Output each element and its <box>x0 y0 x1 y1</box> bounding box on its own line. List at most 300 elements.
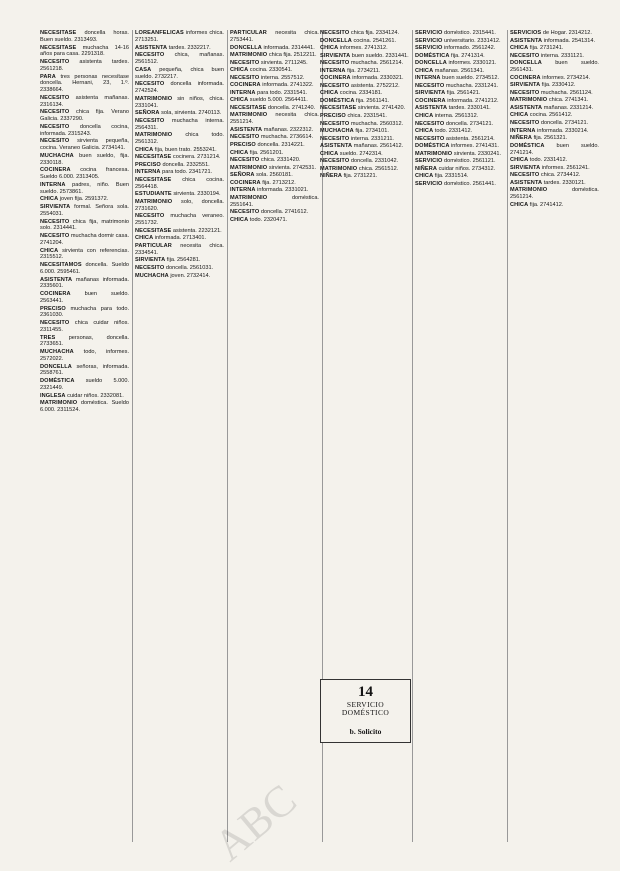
ad-heading: NECESITO <box>320 82 350 89</box>
classified-ad <box>40 124 129 138</box>
classified-ad <box>135 154 224 161</box>
ad-heading: MATRIMONIO <box>510 187 548 194</box>
ad-heading: MATRIMONIO <box>135 95 173 102</box>
ad-heading: PRECISO <box>40 305 66 312</box>
ad-heading: CHICA <box>320 90 339 97</box>
classified-ad <box>510 172 599 179</box>
ad-text: sin niños, chica. 2331041. <box>135 95 224 109</box>
classified-ad <box>135 243 224 257</box>
ad-column-6 <box>510 30 599 842</box>
ad-heading: PARA <box>40 73 56 80</box>
ad-heading: SIRVIENTA <box>510 164 541 171</box>
ad-heading: CHICA <box>230 97 249 104</box>
classified-ad <box>510 75 599 82</box>
ad-text: informes. 2330121. <box>448 60 497 67</box>
ad-text: informes. 2741312. <box>339 45 388 52</box>
section-subtitle: b. Solicito <box>349 727 382 736</box>
section-header-box <box>320 679 411 743</box>
classified-ad <box>415 38 504 45</box>
ad-text: fija, buen trato. 2553241. <box>154 146 217 153</box>
classified-ad <box>510 105 599 112</box>
classified-ad <box>510 60 599 74</box>
classified-ad <box>415 158 504 165</box>
classified-ad <box>40 196 129 203</box>
ad-text: chica. 2734412. <box>540 172 581 179</box>
ad-heading: SIRVIENTA <box>40 204 71 210</box>
ad-text: formal. Señora sola. 2554031. <box>40 204 129 217</box>
ad-heading: MATRIMONIO <box>135 198 173 205</box>
ad-text: mañanas informada. 2335601. <box>40 276 129 290</box>
ad-heading: SERVICIO <box>415 30 443 36</box>
ad-text: necesita chica. 2551214. <box>230 112 319 126</box>
ad-heading: SIRVIENTA <box>510 82 541 89</box>
ad-heading: ASISTENTA <box>510 179 543 186</box>
ad-heading: NECESITASE <box>135 227 172 234</box>
ad-heading: NECESITO <box>40 59 70 65</box>
ad-heading: DOMÉSTICA <box>415 52 450 59</box>
classified-ad <box>40 291 129 305</box>
ad-text: todo. 2331412. <box>529 157 568 164</box>
ad-text: doncella. 2332551. <box>162 161 210 168</box>
ad-heading: COCINERA <box>40 291 71 297</box>
ad-heading: TRES <box>40 334 56 341</box>
classified-ad <box>40 335 129 349</box>
ad-heading: COCINERA <box>320 75 351 82</box>
ad-text: cocina francesa. Sueldo 6.000. 2313405. <box>40 167 129 181</box>
ad-text: sueldo 5.000. 2564411. <box>249 97 308 104</box>
ad-heading: LOREANFELICAS <box>135 30 184 36</box>
ad-text: doncella cocina, informada. 2315243. <box>40 123 129 137</box>
ad-text: doncella horas. Buen sueldo. 2313493. <box>40 30 129 43</box>
ad-heading: NECESITAMOS <box>40 262 82 268</box>
classified-ad <box>135 257 224 264</box>
classified-ad <box>40 30 129 44</box>
ad-text: buen sueldo. 2734512. <box>442 75 500 82</box>
classified-ad <box>320 30 409 37</box>
ad-text: muchacha veraneo. 2551732. <box>135 213 224 227</box>
ad-text: chica todo. 2561312. <box>135 132 224 146</box>
ad-text: interna. 2561312. <box>434 113 479 120</box>
ad-text: muchacha. 2560312. <box>350 120 404 127</box>
classified-ad <box>320 98 409 105</box>
ad-text: fija. 2731221. <box>343 173 378 180</box>
ad-text: asistenta. 2561214. <box>445 135 495 142</box>
classified-ad <box>230 209 319 216</box>
classified-ad <box>230 157 319 164</box>
classified-ad <box>230 82 319 89</box>
ad-heading: NECESITO <box>320 30 350 36</box>
classified-ad <box>135 110 224 117</box>
ad-heading: CHICA <box>135 146 154 153</box>
ad-text: informada. 2314441. <box>263 44 315 51</box>
classified-ad <box>320 105 409 112</box>
ad-heading: SERVICIO <box>415 158 443 165</box>
classified-ad <box>40 45 129 59</box>
ad-heading: NECESITASE <box>135 154 172 161</box>
ad-heading: MATRIMONIO <box>510 97 548 104</box>
classified-ad <box>135 191 224 198</box>
classified-ad <box>415 136 504 143</box>
ad-column-2 <box>135 30 224 842</box>
ad-heading: NECESITO <box>415 82 445 89</box>
classified-ad <box>40 393 129 400</box>
ad-heading: PRECISO <box>320 113 346 120</box>
classified-ad <box>415 98 504 105</box>
ad-text: muchacha dormir casa. 2741204. <box>40 233 129 246</box>
ad-text: fija. 2741412. <box>529 201 564 208</box>
ad-heading: CHICA <box>320 150 339 157</box>
classified-ad <box>415 60 504 67</box>
classified-ad <box>320 45 409 52</box>
classified-ad <box>415 83 504 90</box>
ad-heading: SERVICIO <box>415 45 443 52</box>
ad-heading: NECESITO <box>40 138 70 145</box>
classified-ad <box>415 121 504 128</box>
ad-heading: COCINERA <box>230 82 261 89</box>
classified-ad <box>135 273 224 280</box>
ad-heading: NIÑERA <box>510 135 533 142</box>
ad-heading: NECESITO <box>40 233 70 239</box>
ad-text: sola. 2560181. <box>256 172 293 179</box>
ad-heading: INTERNA <box>230 187 256 194</box>
ad-heading: NECESITO <box>510 52 540 59</box>
ad-text: buen sueldo. 2741214. <box>510 142 599 156</box>
classified-ad <box>230 187 319 194</box>
ad-text: asistenta mañanas. 2316134. <box>40 94 129 108</box>
ad-text: informada. 2330321. <box>352 75 404 82</box>
classified-ad <box>415 173 504 180</box>
ad-heading: MATRIMONIO <box>415 150 453 157</box>
ad-text: chica, mañanas. 2561512. <box>135 52 224 65</box>
ad-heading: ASISTENTA <box>135 44 168 51</box>
ad-heading: MATRIMONIO <box>40 400 78 407</box>
classified-ad <box>40 109 129 123</box>
ad-text: todo. 2320471. <box>249 216 288 223</box>
ad-text: doncella. 2331042. <box>350 158 399 165</box>
ad-text: doméstica. 2561214. <box>510 187 599 201</box>
ad-heading: ASISTENTA <box>40 276 73 283</box>
classified-ad <box>135 67 224 81</box>
ad-heading: DONCELLA <box>320 37 352 44</box>
classified-ad <box>510 90 599 97</box>
ad-heading: NECESITO <box>40 218 70 225</box>
ad-text: muchacha. 2561214. <box>350 60 404 67</box>
ad-heading: MATRIMONIO <box>320 165 358 172</box>
ad-heading: NECESITO <box>230 134 260 141</box>
ad-text: buen sueldo. 2331441. <box>351 52 409 59</box>
classified-ad <box>40 262 129 276</box>
ad-heading: SEÑORA <box>135 110 160 117</box>
classified-ad <box>40 153 129 167</box>
ad-text: informes. 2741431. <box>451 143 499 150</box>
ad-text: fija. 2734211. <box>347 67 381 74</box>
classified-ad <box>510 38 599 45</box>
ad-text: fija. 2561201. <box>249 149 284 156</box>
classified-ad <box>415 53 504 60</box>
classified-ad <box>320 166 409 173</box>
classified-ad <box>135 132 224 146</box>
ad-text: informada. 2741322. <box>262 82 314 89</box>
classified-ad <box>510 128 599 135</box>
classified-ad <box>320 158 409 165</box>
ad-heading: NECESITO <box>135 117 165 124</box>
ad-heading: NECESITASE <box>230 104 267 111</box>
ad-text: asistenta tardes. 2561218. <box>40 59 129 72</box>
ad-text: interna. 2331211. <box>350 135 394 142</box>
ad-text: doncella informada. 2742524. <box>135 81 224 94</box>
ad-text: personas, doncella. 2733651. <box>40 334 129 348</box>
ad-text: doncella. Sueldo 6.000. 2595461. <box>40 262 129 275</box>
classified-ad <box>135 45 224 52</box>
ad-text: solo, doncella. 2731620. <box>135 198 224 212</box>
classified-ad <box>135 52 224 66</box>
ad-text: informada. 2741212. <box>447 97 499 104</box>
ad-text: informes. 2734214. <box>542 74 591 81</box>
classified-ad <box>40 349 129 363</box>
ad-heading: CHICA <box>415 128 434 135</box>
ad-heading: NECESITO <box>135 81 165 88</box>
classified-ad <box>415 151 504 158</box>
ad-heading: INTERNA <box>40 181 66 188</box>
ad-heading: CHICA <box>415 173 434 180</box>
ad-text: mañanas. 2322312. <box>263 126 314 133</box>
ad-heading: SERVICIOS <box>510 30 542 36</box>
classified-ad <box>510 165 599 172</box>
classified-ad <box>135 162 224 169</box>
ad-text: doméstico. 2315441. <box>444 30 496 36</box>
ad-text: sirvienta. 2330241. <box>453 150 502 157</box>
classified-ad <box>230 112 319 126</box>
classified-ad <box>510 135 599 142</box>
classified-ad <box>40 74 129 95</box>
ad-heading: CASA <box>135 66 152 73</box>
classified-ad <box>510 187 599 201</box>
classified-ad <box>320 151 409 158</box>
ad-text: chica cocina. 2564418. <box>135 176 224 190</box>
ad-text: informes. 2561241. <box>541 164 590 171</box>
classified-ad <box>415 128 504 135</box>
ad-text: chica. 2331541. <box>347 113 387 120</box>
ad-heading: ASISTENTA <box>510 104 543 111</box>
ad-heading: NIÑERA <box>415 165 438 172</box>
section-number: 14 <box>358 684 373 700</box>
ad-heading: INTERNA <box>135 169 161 176</box>
ad-heading: COCINERA <box>415 97 446 104</box>
ad-text: necesita chica. 2334541. <box>135 242 224 256</box>
classified-ad <box>230 172 319 179</box>
ad-heading: ASISTENTA <box>320 143 353 150</box>
ad-text: muchacha. 2561124. <box>540 89 593 96</box>
ad-text: tardes. 2330141. <box>448 105 491 112</box>
ad-text: cuidar niños. 2332081. <box>67 392 124 399</box>
ad-heading: MATRIMONIO <box>135 132 173 139</box>
ad-heading: NECESITO <box>510 119 540 126</box>
ad-text: muchacha interna. 2564311. <box>135 117 224 131</box>
ad-heading: NECESITO <box>135 52 165 59</box>
ad-heading: PRECISO <box>230 142 256 149</box>
classified-ad <box>135 213 224 227</box>
ad-text: sueldo. 2742314. <box>339 150 383 157</box>
ad-text: chica fija. Verano Galicia. 2337290. <box>40 109 129 123</box>
ad-heading: MATRIMONIO <box>230 52 268 59</box>
classified-ad <box>320 53 409 60</box>
classified-ad <box>415 166 504 173</box>
ad-heading: NECESITO <box>40 109 70 116</box>
ad-text: chica fija. 2512211. <box>268 52 317 59</box>
ad-heading: INTERNA <box>320 67 346 74</box>
classified-ad <box>40 400 129 414</box>
ad-text: cocinera. 2731214. <box>172 154 221 161</box>
classified-ad <box>230 134 319 141</box>
classified-ad <box>40 277 129 291</box>
ad-text: de Hogar. 2314212. <box>542 30 592 36</box>
classified-ad <box>135 177 224 191</box>
ad-heading: CHICA <box>510 45 529 52</box>
classified-ad <box>320 128 409 135</box>
ad-text: cocina. 2561412. <box>529 112 573 119</box>
ad-text: mañanas. 2561341. <box>434 67 485 74</box>
ad-heading: DONCELLA <box>510 60 542 67</box>
ad-heading: PARTICULAR <box>135 242 172 249</box>
ad-heading: DOMÉSTICA <box>40 378 75 384</box>
ad-heading: NECESITO <box>415 120 445 127</box>
classified-ad <box>230 52 319 59</box>
ad-heading: NECESITO <box>135 213 165 220</box>
classified-ad <box>40 219 129 233</box>
ad-text: señoras, informada. 2558761. <box>40 363 129 377</box>
classified-ad <box>230 127 319 134</box>
ad-heading: NECESITASE <box>135 176 172 183</box>
classified-ad <box>320 38 409 45</box>
ad-text: sirvienta. 2330194. <box>173 191 221 198</box>
ad-text: asistenta. 2232121. <box>172 227 222 234</box>
classified-ad <box>230 150 319 157</box>
ad-heading: CHICA <box>40 247 59 254</box>
ad-heading: NIÑERA <box>320 173 343 180</box>
ad-heading: ASISTENTA <box>415 105 448 112</box>
column-rule <box>132 30 133 842</box>
classified-ad <box>510 30 599 37</box>
classified-ad <box>230 195 319 209</box>
classified-ad <box>415 68 504 75</box>
ad-heading: NECESITO <box>320 135 350 142</box>
ad-heading: CHICA <box>230 67 249 74</box>
classified-ad <box>135 199 224 213</box>
classified-ad <box>415 45 504 52</box>
ad-heading: NECESITASE <box>320 105 357 112</box>
section-title-line1: SERVICIO <box>346 700 385 709</box>
ad-heading: NECESITO <box>510 172 540 179</box>
classified-ad <box>320 136 409 143</box>
ad-text: joven fija. 2591372. <box>59 196 109 203</box>
classified-ad <box>40 59 129 73</box>
ad-heading: COCINERA <box>510 74 541 81</box>
ad-text: universitario. 2331412. <box>444 37 501 44</box>
ad-text: asistenta. 2752212. <box>350 82 400 89</box>
ad-text: doméstico. 2561441. <box>444 180 496 187</box>
ad-heading: ESTUDIANTE <box>135 191 172 198</box>
ad-heading: NECESITO <box>40 123 70 130</box>
ad-text: doncella. 2741612. <box>260 209 309 216</box>
ad-heading: CHICA <box>415 113 434 120</box>
ad-text: fija. 2330412. <box>541 82 576 89</box>
classified-ad <box>135 169 224 176</box>
section-title-line2: DOMÉSTICO <box>341 708 390 717</box>
classified-ad <box>135 147 224 154</box>
classified-ad <box>230 90 319 97</box>
ad-text: doncella. 2561031. <box>165 264 214 271</box>
ad-text: sueldo 5.000. 2321449. <box>40 378 129 391</box>
classified-ad <box>415 181 504 188</box>
classified-ad <box>135 30 224 44</box>
classified-ad <box>320 113 409 120</box>
ad-heading: NECESITO <box>230 209 260 216</box>
classified-ad <box>135 228 224 235</box>
ad-heading: MATRIMONIO <box>230 164 268 171</box>
ad-text: cocina. 2334181. <box>339 90 383 97</box>
classified-ad <box>40 306 129 320</box>
ad-heading: DOMÉSTICA <box>510 142 545 149</box>
classified-ad <box>40 95 129 109</box>
classified-ad <box>230 97 319 104</box>
ad-heading: SEÑORA <box>230 172 255 179</box>
classified-ad <box>510 202 599 209</box>
ad-heading: ASISTENTA <box>230 126 263 133</box>
classified-ad <box>415 113 504 120</box>
ad-heading: NECESITO <box>510 89 540 96</box>
ad-text: informada. 2331021. <box>257 187 309 194</box>
ad-text: doncella. 2741240. <box>267 104 316 111</box>
ad-heading: SIRVIENTA <box>320 52 351 59</box>
ad-text: fija. 2561321. <box>533 135 568 142</box>
classified-ad <box>40 364 129 378</box>
ad-heading: MUCHACHA <box>135 272 169 279</box>
classified-ad <box>230 75 319 82</box>
ad-text: chica. 2741341. <box>548 97 589 104</box>
ad-text: para todo. 2331541. <box>257 89 308 96</box>
ad-heading: PARTICULAR <box>230 30 267 36</box>
ad-text: muchacha 14-16 años para casa. 2291318. <box>40 44 129 58</box>
ad-heading: NECESITO <box>230 74 260 81</box>
ad-heading: NECESITO <box>230 157 260 164</box>
ad-heading: DONCELLA <box>230 44 262 51</box>
classified-ad <box>510 53 599 60</box>
ad-text: sirvienta. 2711245. <box>260 59 308 66</box>
ad-text: fija. 2713212. <box>262 179 296 186</box>
classified-ad <box>40 233 129 247</box>
classified-ad <box>320 60 409 67</box>
ad-heading: NECESITO <box>415 135 445 142</box>
ad-column-3 <box>230 30 319 842</box>
classified-ad <box>230 45 319 52</box>
ad-heading: CHICA <box>510 201 529 208</box>
ad-text: informada. 2330214. <box>537 127 589 134</box>
ad-heading: ASISTENTA <box>510 37 543 44</box>
column-rule <box>227 30 228 842</box>
ad-heading: CHICA <box>320 45 339 52</box>
classified-ad <box>230 217 319 224</box>
ad-text: para todo. 2341721. <box>162 169 213 176</box>
ad-heading: NECESITO <box>320 60 350 67</box>
classified-ad <box>320 68 409 75</box>
ad-text: sirvienta. 2742531. <box>268 164 317 171</box>
ad-heading: NECESITO <box>40 320 70 326</box>
ad-text: chica cuidar niños. 2311455. <box>40 320 129 333</box>
ad-text: doméstica. Sueldo 6.000. 2311524. <box>40 400 129 413</box>
ad-heading: CHICA <box>230 216 249 223</box>
classified-ad <box>40 204 129 218</box>
ad-text: sirvienta. 2741420. <box>357 105 406 112</box>
